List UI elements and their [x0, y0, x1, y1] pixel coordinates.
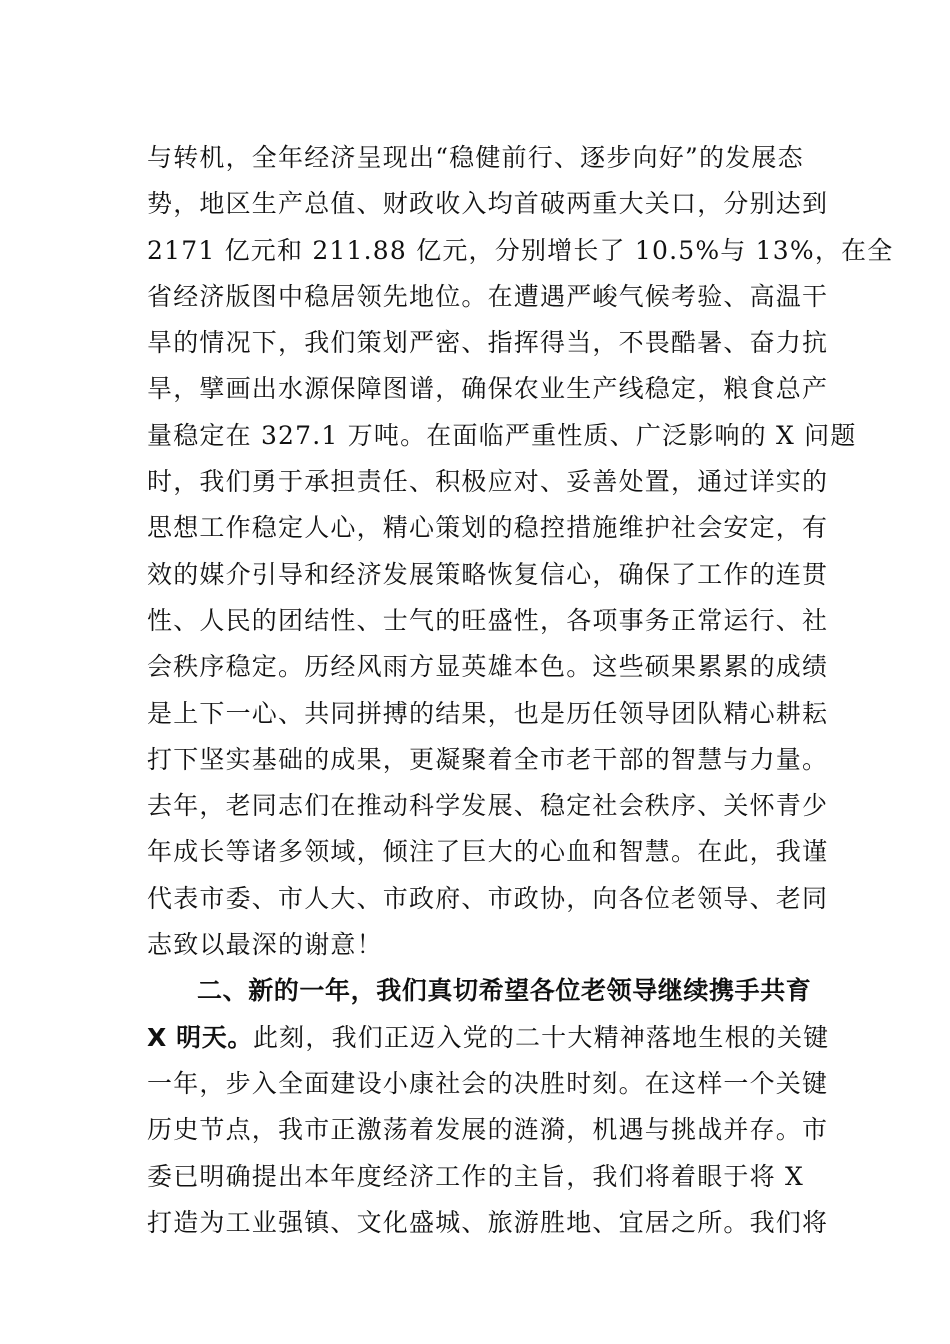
paragraph-line: 势，地区生产总值、财政收入均首破两重大关口，分别达到 — [147, 189, 829, 219]
paragraph-line: 历史节点，我市正激荡着发展的涟漪，机遇与挑战并存。市 — [147, 1115, 829, 1145]
paragraph-line: 志致以最深的谢意！ — [147, 930, 383, 960]
paragraph-line: 打下坚实基础的成果，更凝聚着全市老干部的智慧与力量。 — [147, 744, 829, 774]
section-heading: 二、新的一年，我们真切希望各位老领导继续携手共育 — [197, 976, 812, 1006]
document-body — [147, 135, 894, 1246]
paragraph-line: 效的媒介引导和经济发展策略恢复信心，确保了工作的连贯 — [147, 559, 829, 589]
paragraph-line: 委已明确提出本年度经济工作的主旨，我们将着眼于将 X — [147, 1161, 804, 1191]
paragraph-line: 去年，老同志们在推动科学发展、稳定社会秩序、关怀青少 — [147, 791, 829, 821]
paragraph-line: 一年，步入全面建设小康社会的决胜时刻。在这样一个关键 — [147, 1068, 829, 1098]
paragraph-line: 会秩序稳定。历经风雨方显英雄本色。这些硕果累累的成绩 — [147, 652, 829, 682]
paragraph-line: 是上下一心、共同拼搏的结果，也是历任领导团队精心耕耘 — [147, 698, 829, 728]
section-heading-continuation — [147, 1015, 830, 1061]
section-heading-tail: X 明天。 — [147, 1022, 253, 1052]
paragraph-line: 此刻，我们正迈入党的二十大精神落地生根的关键 — [252, 1022, 830, 1052]
paragraph-line: 2171 亿元和 211.88 亿元，分别增长了 10.5%与 13%，在全 — [147, 235, 894, 265]
paragraph-line: 省经济版图中稳居领先地位。在遭遇严峻气候考验、高温干 — [147, 281, 829, 311]
paragraph-line: 量稳定在 327.1 万吨。在面临严重性质、广泛影响的 X 问题 — [147, 420, 857, 450]
paragraph-line: 思想工作稳定人心，精心策划的稳控措施维护社会安定，有 — [147, 513, 829, 543]
paragraph-line: 与转机，全年经济呈现出“稳健前行、逐步向好”的发展态 — [147, 143, 804, 172]
paragraph-line: 代表市委、市人大、市政府、市政协，向各位老领导、老同 — [147, 883, 829, 913]
paragraph-line: 时，我们勇于承担责任、积极应对、妥善处置，通过详实的 — [147, 467, 829, 497]
paragraph-line: 旱，擘画出水源保障图谱，确保农业生产线稳定，粮食总产 — [147, 374, 829, 404]
paragraph-line: 年成长等诸多领域，倾注了巨大的心血和智慧。在此，我谨 — [147, 837, 829, 867]
paragraph-line: 打造为工业强镇、文化盛城、旅游胜地、宜居之所。我们将 — [147, 1207, 829, 1237]
paragraph-line: 旱的情况下，我们策划严密、指挥得当，不畏酷暑、奋力抗 — [147, 328, 829, 358]
paragraph-line: 性、人民的团结性、士气的旺盛性，各项事务正常运行、社 — [147, 605, 829, 635]
